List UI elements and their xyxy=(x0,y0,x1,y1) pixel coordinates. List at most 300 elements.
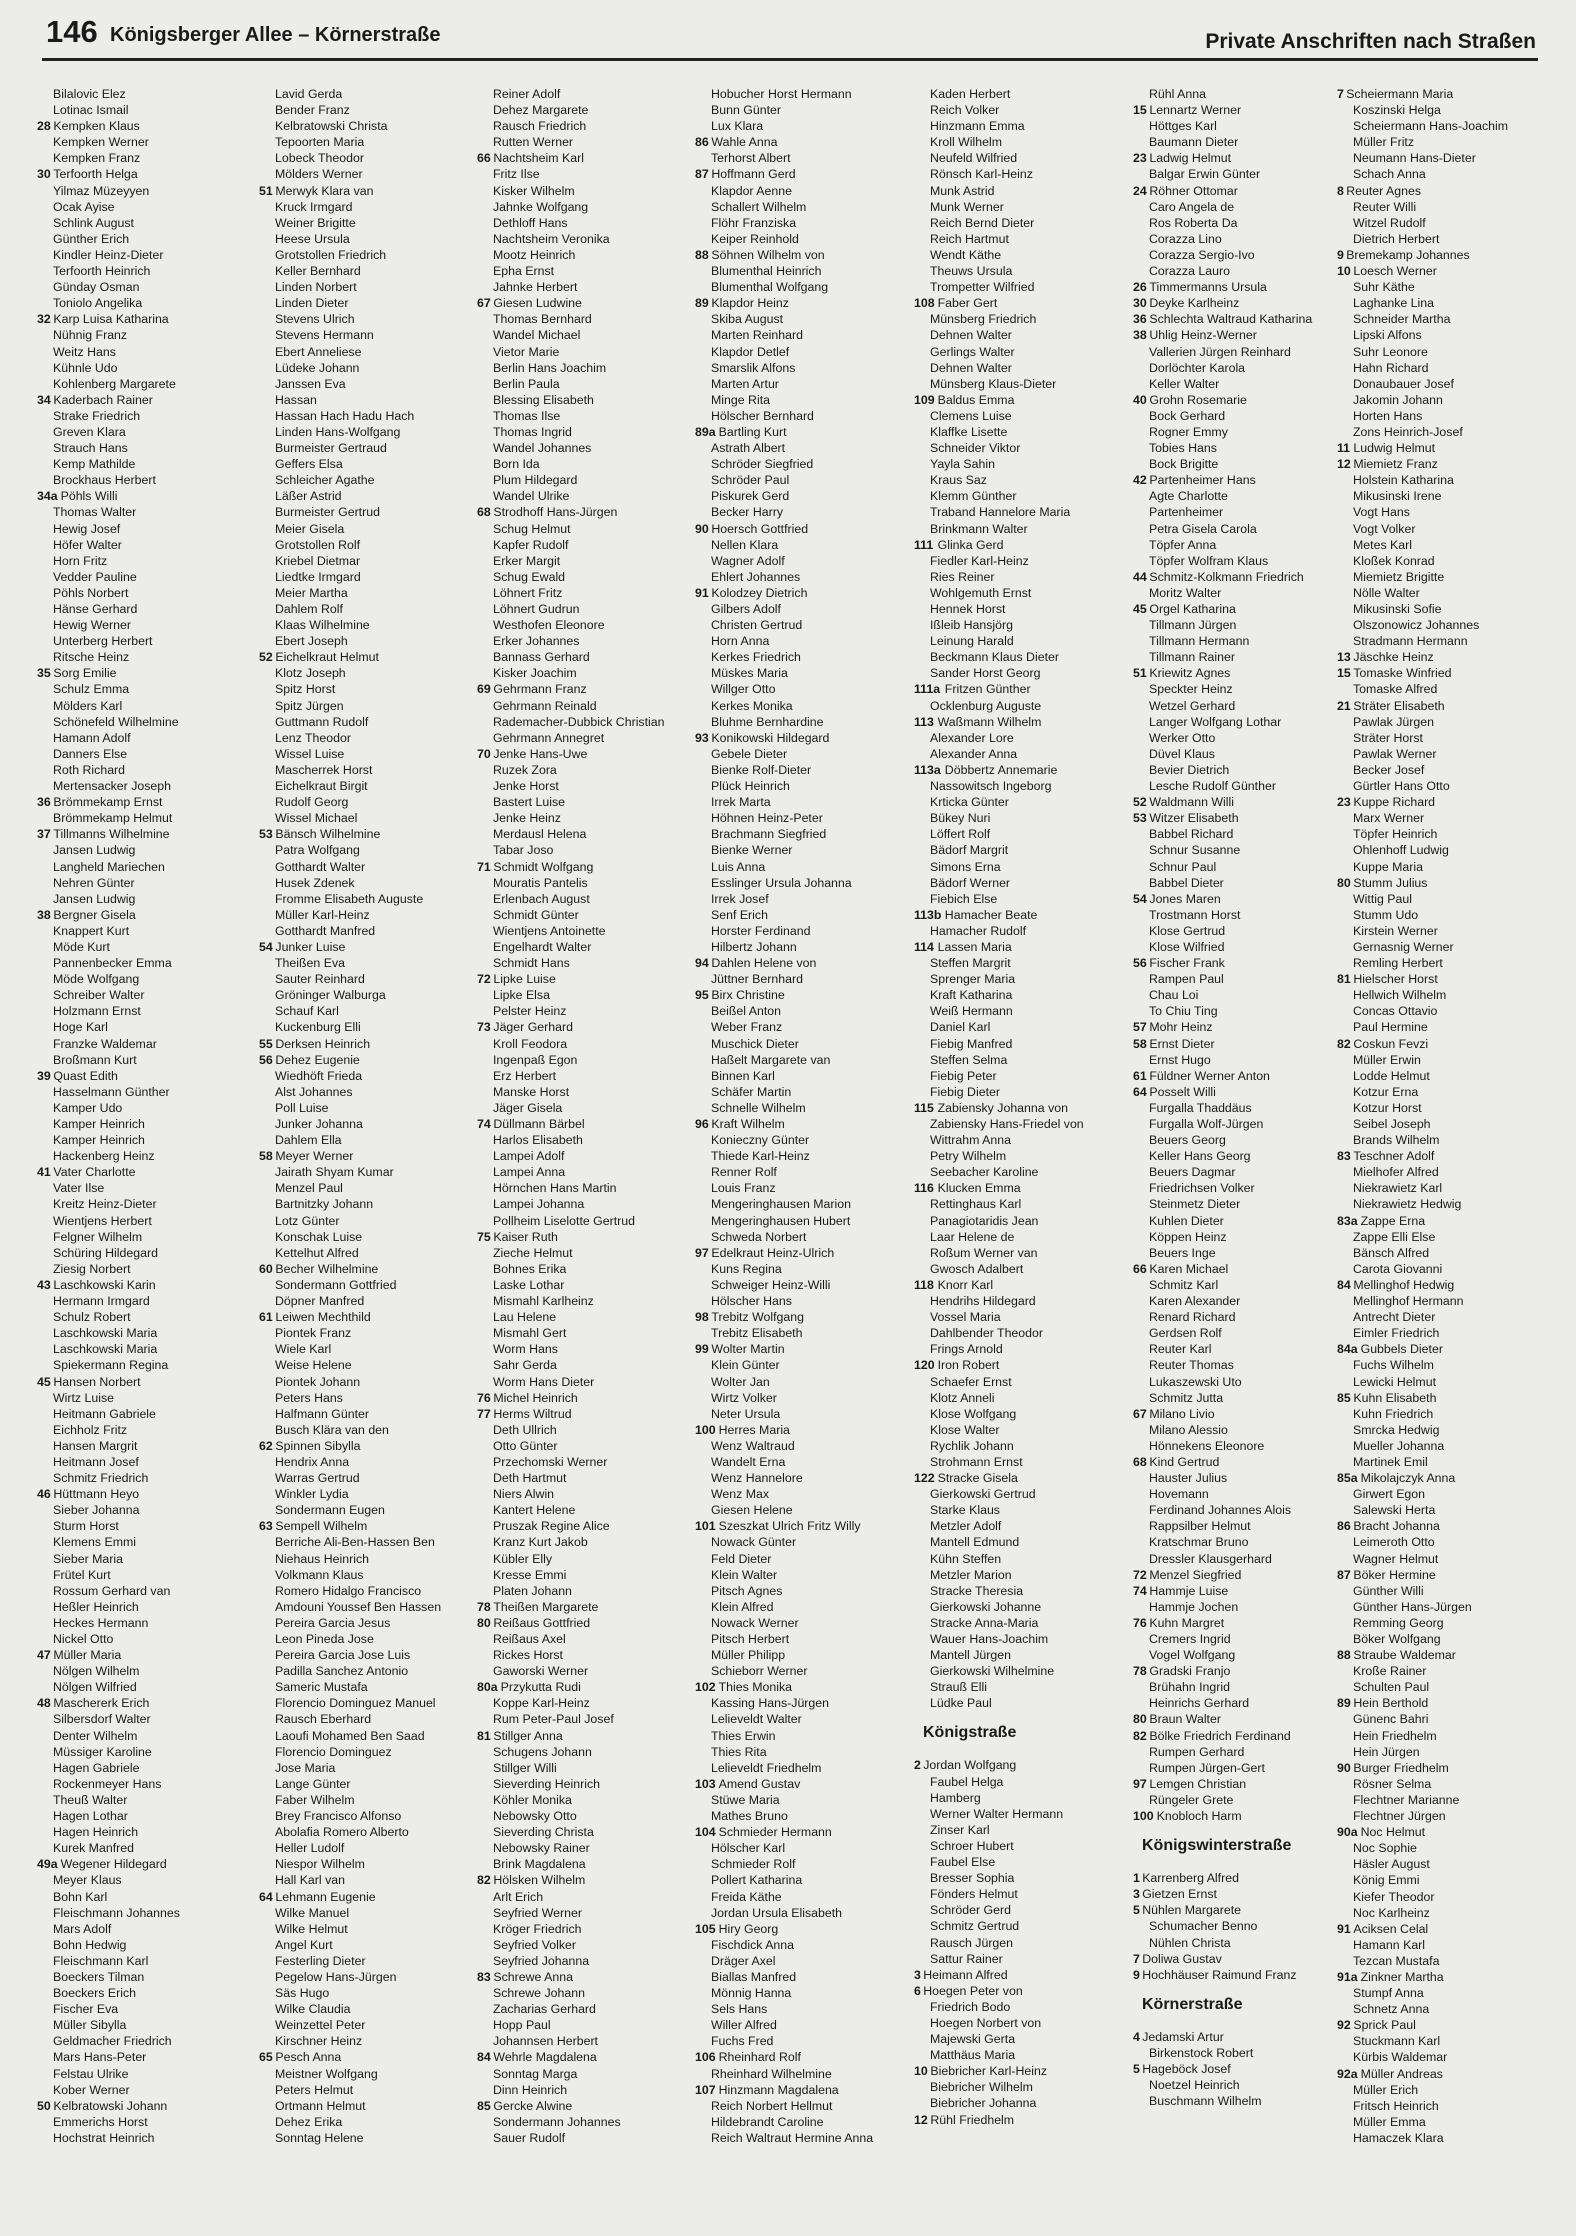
resident-name: Keller Hans Georg xyxy=(1149,1149,1251,1164)
directory-entry: 82 Coskun Fevzi xyxy=(1337,1036,1429,1051)
directory-entry: 7 Scheiermann Maria xyxy=(1337,87,1454,101)
directory-entry: 53 Witzer Elisabeth xyxy=(1133,811,1239,826)
directory-entry xyxy=(486,1856,698,1872)
resident-name: Scheiermann Maria xyxy=(1346,87,1454,101)
directory-entry xyxy=(923,1406,1135,1422)
directory-entry xyxy=(923,1390,1135,1406)
resident-name: Angel Kurt xyxy=(275,1937,333,1952)
resident-name: Ingenpaß Egon xyxy=(493,1052,578,1067)
resident-name: Renard Richard xyxy=(1149,1310,1236,1325)
resident-name: Deth Hartmut xyxy=(493,1471,567,1486)
directory-entry xyxy=(923,183,1135,199)
resident-name: Bohn Hedwig xyxy=(53,1937,127,1952)
directory-entry xyxy=(268,1325,480,1341)
directory-entry xyxy=(923,569,1135,585)
directory-entry xyxy=(1346,553,1558,569)
resident-name: Becker Harry xyxy=(711,505,784,520)
directory-entry xyxy=(923,891,1135,907)
resident-name: Birx Christine xyxy=(711,988,785,1003)
directory-entry xyxy=(704,681,916,697)
resident-name: Dräger Axel xyxy=(711,1953,776,1968)
resident-name: Fuchs Fred xyxy=(711,2034,774,2049)
resident-name: Heckes Hermann xyxy=(53,1615,149,1630)
directory-entry xyxy=(46,1905,258,1921)
resident-name: Kelbratowski Christa xyxy=(275,119,388,134)
resident-name: Nühnig Franz xyxy=(53,328,128,343)
directory-entry xyxy=(1346,601,1558,617)
directory-entry: 62 Spinnen Sibylla xyxy=(259,1438,361,1453)
resident-name: Horn Anna xyxy=(711,634,770,649)
directory-entry xyxy=(486,1164,698,1180)
resident-name: Schmieder Hermann xyxy=(718,1825,832,1840)
resident-name: Dahlbender Theodor xyxy=(930,1326,1044,1341)
resident-name: Posselt Willi xyxy=(1149,1084,1216,1099)
resident-name: Agte Charlotte xyxy=(1149,489,1228,504)
directory-entry xyxy=(923,1132,1135,1148)
directory-entry xyxy=(268,1776,480,1792)
directory-entry xyxy=(923,1036,1135,1052)
resident-name: Heitmann Josef xyxy=(53,1454,139,1469)
resident-name: Jairath Shyam Kumar xyxy=(275,1165,394,1180)
resident-name: Keller Bernhard xyxy=(275,264,361,279)
resident-name: Ludwig Helmut xyxy=(1353,441,1436,456)
resident-name: Nehren Günter xyxy=(53,875,135,890)
resident-name: Klaas Wilhelmine xyxy=(275,618,370,633)
resident-name: Lesche Rudolf Günther xyxy=(1149,779,1276,794)
resident-name: Hildebrandt Caroline xyxy=(711,2114,824,2129)
directory-entry xyxy=(268,1341,480,1357)
directory-entry xyxy=(1346,569,1558,585)
directory-entry xyxy=(1142,247,1354,263)
resident-name: Günther Hans-Jürgen xyxy=(1353,1599,1472,1614)
directory-entry xyxy=(704,311,916,327)
directory-entry xyxy=(46,1615,258,1631)
resident-name: Hewig Werner xyxy=(53,618,131,633)
directory-entry xyxy=(1346,1905,1558,1921)
directory-entry xyxy=(1346,859,1558,875)
directory-entry xyxy=(268,311,480,327)
resident-name: Bevier Dietrich xyxy=(1149,762,1230,777)
directory-entry xyxy=(1142,86,1354,102)
directory-entry xyxy=(1142,1052,1354,1068)
resident-name: Blessing Elisabeth xyxy=(493,392,594,407)
directory-entry xyxy=(1142,166,1354,182)
directory-entry xyxy=(486,1792,698,1808)
directory-entry xyxy=(268,521,480,537)
resident-name: Wagner Helmut xyxy=(1353,1551,1439,1566)
resident-name: Bienke Rolf-Dieter xyxy=(711,762,812,777)
resident-name: Kühnle Udo xyxy=(53,360,118,375)
directory-entry xyxy=(268,456,480,472)
resident-name: Kuns Regina xyxy=(711,1261,782,1276)
directory-entry: 32 Karp Luisa Katharina xyxy=(37,312,169,327)
directory-entry xyxy=(1142,1132,1354,1148)
resident-name: Konieczny Günter xyxy=(711,1133,810,1148)
directory-entry xyxy=(268,859,480,875)
directory-entry xyxy=(46,408,258,424)
resident-name: Koppe Karl-Heinz xyxy=(493,1696,590,1711)
directory-entry xyxy=(268,263,480,279)
resident-name: Krticka Günter xyxy=(930,795,1009,810)
directory-entry xyxy=(1142,1374,1354,1390)
directory-entry xyxy=(1142,1631,1354,1647)
directory-entry xyxy=(704,1036,916,1052)
resident-name: Schröder Paul xyxy=(711,473,790,488)
resident-name: Dethloff Hans xyxy=(493,215,568,230)
resident-name: Kaden Herbert xyxy=(930,87,1011,101)
resident-name: Pereira Garcia Jose Luis xyxy=(275,1648,411,1663)
resident-name: Hölsken Wilhelm xyxy=(493,1873,586,1888)
resident-name: Martinek Emil xyxy=(1353,1454,1428,1469)
directory-entry: 60 Becher Wilhelmine xyxy=(259,1261,379,1276)
resident-name: Kamper Heinrich xyxy=(53,1133,145,1148)
resident-name: Jordan Wolfgang xyxy=(923,1758,1017,1773)
resident-name: Bluhme Bernhardine xyxy=(711,714,824,729)
resident-name: Hoegen Peter von xyxy=(923,1983,1023,1998)
resident-name: Rampen Paul xyxy=(1149,972,1224,987)
directory-entry xyxy=(46,1921,258,1937)
resident-name: Tillmann Hermann xyxy=(1149,634,1250,649)
directory-entry xyxy=(923,1567,1135,1583)
resident-name: Miemietz Brigitte xyxy=(1353,569,1445,584)
resident-name: Zabiensky Hans-Friedel von xyxy=(930,1117,1084,1131)
resident-name: Döpner Manfred xyxy=(275,1294,365,1309)
directory-entry: 12 Miemietz Franz xyxy=(1337,457,1438,472)
resident-name: Klapdor Aenne xyxy=(711,183,792,198)
resident-name: Kisker Joachim xyxy=(493,666,577,681)
directory-entry xyxy=(486,327,698,343)
resident-name: Emmerichs Horst xyxy=(53,2114,148,2129)
resident-name: Strauch Hans xyxy=(53,441,128,456)
resident-name: Flöhr Franziska xyxy=(711,215,797,230)
directory-entry: 46 Hüttmann Heyo xyxy=(37,1487,140,1502)
resident-name: Pawlak Jürgen xyxy=(1353,714,1434,729)
directory-entry xyxy=(704,842,916,858)
resident-name: Pollert Katharina xyxy=(711,1873,803,1888)
directory-entry xyxy=(268,907,480,923)
resident-name: Heinrichs Gerhard xyxy=(1149,1696,1250,1711)
directory-entry xyxy=(704,118,916,134)
directory-entry: 13 Jäschke Heinz xyxy=(1337,650,1434,665)
resident-name: Furgalla Wolf-Jürgen xyxy=(1149,1117,1264,1131)
directory-entry xyxy=(1142,1470,1354,1486)
directory-entry xyxy=(923,842,1135,858)
directory-entry xyxy=(1142,842,1354,858)
resident-name: Waßmann Wilhelm xyxy=(937,714,1042,729)
resident-name: Fiebig Peter xyxy=(930,1068,997,1083)
directory-entry xyxy=(923,1454,1135,1470)
directory-entry xyxy=(486,521,698,537)
directory-entry xyxy=(704,665,916,681)
directory-entry: 113a Döbbertz Annemarie xyxy=(914,762,1058,777)
resident-name: Müssiger Karoline xyxy=(53,1744,152,1759)
directory-entry xyxy=(486,907,698,923)
resident-name: Pitsch Agnes xyxy=(711,1583,783,1598)
directory-entry xyxy=(704,1196,916,1212)
directory-entry xyxy=(1346,1293,1558,1309)
resident-name: Bracht Johanna xyxy=(1353,1519,1440,1534)
resident-name: Fritzen Günther xyxy=(944,682,1031,697)
directory-entry xyxy=(268,585,480,601)
resident-name: Jordan Ursula Elisabeth xyxy=(711,1905,843,1920)
directory-entry xyxy=(268,504,480,520)
resident-name: Klose Wilfried xyxy=(1149,939,1225,954)
directory-entry xyxy=(268,231,480,247)
resident-name: Kotzur Erna xyxy=(1353,1084,1419,1099)
resident-name: Pollheim Liselotte Gertrud xyxy=(493,1213,636,1228)
resident-name: Günday Osman xyxy=(53,280,140,295)
directory-entry xyxy=(1346,907,1558,923)
directory-entry xyxy=(923,1003,1135,1019)
resident-name: Dehez Erika xyxy=(275,2114,343,2129)
resident-name: Danners Else xyxy=(53,746,128,761)
directory-entry xyxy=(486,199,698,215)
resident-name: Rausch Jürgen xyxy=(930,1935,1014,1950)
directory-entry: 11 Ludwig Helmut xyxy=(1337,441,1436,456)
directory-entry xyxy=(46,1036,258,1052)
directory-entry xyxy=(486,488,698,504)
resident-name: Teschner Adolf xyxy=(1353,1149,1435,1164)
directory-entry xyxy=(923,923,1135,939)
directory-entry xyxy=(486,842,698,858)
resident-name: Remming Georg xyxy=(1353,1615,1444,1630)
resident-name: Pöhls Norbert xyxy=(53,585,129,600)
directory-entry xyxy=(923,1245,1135,1261)
resident-name: Pawlak Werner xyxy=(1353,746,1437,761)
directory-entry xyxy=(704,2033,916,2049)
resident-name: Bastert Luise xyxy=(493,795,566,810)
resident-name: Weiß Hermann xyxy=(930,1004,1013,1019)
directory-entry xyxy=(268,1985,480,2001)
directory-entry xyxy=(704,1019,916,1035)
resident-name: Bunn Günter xyxy=(711,103,781,118)
directory-entry: 84a Gubbels Dieter xyxy=(1337,1342,1443,1357)
directory-entry xyxy=(704,794,916,810)
directory-entry xyxy=(268,199,480,215)
resident-name: Jakomin Johann xyxy=(1353,392,1443,407)
directory-entry: 66 Karen Michael xyxy=(1133,1261,1229,1276)
directory-entry: 89 Hein Berthold xyxy=(1337,1696,1429,1711)
resident-name: Hovemann xyxy=(1149,1487,1209,1502)
resident-name: Biebricher Johanna xyxy=(930,2096,1037,2111)
directory-entry: 64 Posselt Willi xyxy=(1133,1084,1216,1099)
resident-name: Felgner Wilhelm xyxy=(53,1229,143,1244)
directory-entry xyxy=(486,118,698,134)
resident-name: Wirtz Luise xyxy=(53,1390,115,1405)
resident-name: Rumpen Jürgen-Gert xyxy=(1149,1760,1265,1775)
resident-name: Sauer Rudolf xyxy=(493,2130,566,2145)
directory-entry: 83 Schrewe Anna xyxy=(477,1969,573,1984)
directory-entry xyxy=(1346,2001,1558,2017)
resident-name: Faubel Helga xyxy=(930,1774,1004,1789)
resident-name: Niers Alwin xyxy=(493,1487,555,1502)
directory-entry xyxy=(1346,199,1558,215)
directory-entry xyxy=(268,746,480,762)
directory-entry xyxy=(704,1357,916,1373)
directory-entry xyxy=(1346,2130,1558,2146)
resident-name: Lipski Alfons xyxy=(1353,328,1422,343)
resident-name: Höttges Karl xyxy=(1149,119,1217,134)
directory-entry xyxy=(1142,617,1354,633)
directory-entry xyxy=(704,488,916,504)
directory-entry: 120 Iron Robert xyxy=(914,1358,1000,1373)
directory-entry xyxy=(704,1068,916,1084)
directory-entry xyxy=(923,376,1135,392)
directory-entry: 113 Waßmann Wilhelm xyxy=(914,714,1042,729)
directory-entry xyxy=(268,1792,480,1808)
resident-name: Müller Maria xyxy=(53,1648,122,1663)
directory-entry xyxy=(486,102,698,118)
directory-entry xyxy=(268,215,480,231)
resident-name: Bädorf Werner xyxy=(930,875,1011,890)
resident-name: Mantell Jürgen xyxy=(930,1648,1011,1663)
directory-entry xyxy=(1346,585,1558,601)
directory-entry xyxy=(46,1084,258,1100)
directory-entry: 101 Szeszkat Ulrich Fritz Willy xyxy=(695,1519,861,1534)
directory-entry xyxy=(1346,1728,1558,1744)
resident-name: Hochhäuser Raimund Franz xyxy=(1142,1967,1297,1982)
directory-entry xyxy=(46,1599,258,1615)
resident-name: Piskurek Gerd xyxy=(711,489,790,504)
resident-name: Zabiensky Johanna von xyxy=(937,1100,1068,1115)
resident-name: Rausch Friedrich xyxy=(493,119,587,134)
resident-name: Lotinac Ismail xyxy=(53,103,129,118)
resident-name: Kuhn Margret xyxy=(1149,1615,1225,1630)
directory-entry xyxy=(923,1902,1135,1918)
directory-entry xyxy=(46,971,258,987)
resident-name: Weber Franz xyxy=(711,1020,783,1035)
resident-name: Schnur Paul xyxy=(1149,859,1217,874)
resident-name: Ebert Anneliese xyxy=(275,344,362,359)
directory-entry xyxy=(923,1886,1135,1902)
resident-name: Hellwich Wilhelm xyxy=(1353,988,1447,1003)
resident-name: Worm Hans xyxy=(493,1342,558,1357)
directory-entry xyxy=(46,504,258,520)
directory-entry xyxy=(923,1374,1135,1390)
directory-entry: 36 Brömmekamp Ernst xyxy=(37,795,163,810)
directory-entry xyxy=(1142,907,1354,923)
resident-name: Alexander Lore xyxy=(930,730,1014,745)
directory-entry xyxy=(704,1454,916,1470)
directory-entry xyxy=(46,955,258,971)
section-title: Private Anschriften nach Straßen xyxy=(1205,30,1536,53)
resident-name: Hein Berthold xyxy=(1353,1696,1429,1711)
directory-entry: 85a Mikolajczyk Anna xyxy=(1337,1471,1456,1486)
directory-entry xyxy=(486,183,698,199)
directory-entry xyxy=(46,1341,258,1357)
directory-entry: 84 Mellinghof Hedwig xyxy=(1337,1277,1455,1292)
resident-name: Löhnert Gudrun xyxy=(493,602,580,616)
resident-name: Gercke Alwine xyxy=(493,2098,573,2113)
resident-name: Haßelt Margarete van xyxy=(711,1052,831,1067)
resident-name: Patra Wolfgang xyxy=(275,843,360,858)
directory-entry xyxy=(268,1293,480,1309)
directory-entry xyxy=(704,601,916,617)
directory-entry xyxy=(46,730,258,746)
directory-entry xyxy=(704,2066,916,2082)
directory-entry: 122 Stracke Gisela xyxy=(914,1471,1018,1486)
directory-entry xyxy=(1346,1438,1558,1454)
resident-name: Hansen Norbert xyxy=(53,1374,141,1389)
resident-name: Beuers Inge xyxy=(1149,1245,1216,1260)
directory-entry xyxy=(486,1905,698,1921)
resident-name: Kruck Irmgard xyxy=(275,199,353,214)
resident-name: Stevens Hermann xyxy=(275,328,374,343)
resident-name: Stumpf Anna xyxy=(1353,1986,1424,2001)
resident-name: Majewski Gerta xyxy=(930,2032,1016,2047)
directory-entry xyxy=(486,392,698,408)
directory-entry xyxy=(923,1615,1135,1631)
directory-entry xyxy=(704,1052,916,1068)
directory-entry xyxy=(486,1148,698,1164)
directory-entry xyxy=(704,2017,916,2033)
directory-entry xyxy=(1142,1695,1354,1711)
resident-name: Müller Erich xyxy=(1353,2082,1419,2097)
resident-name: Rheinhard Rolf xyxy=(718,2050,801,2065)
directory-entry: 61 Leiwen Mechthild xyxy=(259,1310,371,1325)
directory-entry xyxy=(46,231,258,247)
directory-entry xyxy=(923,150,1135,166)
directory-entry xyxy=(1142,1486,1354,1502)
resident-name: Babbel Dieter xyxy=(1149,875,1224,890)
resident-name: Terfoorth Helga xyxy=(53,167,138,182)
resident-name: Kelbratowski Johann xyxy=(53,2098,168,2113)
resident-name: Wetzel Gerhard xyxy=(1149,698,1236,713)
resident-name: Trompetter Wilfried xyxy=(930,280,1035,295)
resident-name: Alst Johannes xyxy=(275,1084,353,1099)
directory-entry xyxy=(1346,1261,1558,1277)
resident-name: To Chiu Ting xyxy=(1149,1004,1218,1019)
resident-name: Beuers Dagmar xyxy=(1149,1165,1236,1180)
resident-name: Langheld Mariechen xyxy=(53,859,165,874)
resident-name: Hagen Lothar xyxy=(53,1809,128,1824)
directory-entry xyxy=(1346,1084,1558,1100)
resident-name: Wegener Hildegard xyxy=(60,1857,167,1872)
resident-name: Heßler Heinrich xyxy=(53,1599,139,1614)
resident-name: Gerlings Walter xyxy=(930,344,1015,359)
directory-column xyxy=(914,86,1135,2128)
directory-entry xyxy=(1346,424,1558,440)
resident-name: Coskun Fevzi xyxy=(1353,1036,1429,1051)
resident-name: Schweda Norbert xyxy=(711,1229,807,1244)
directory-entry xyxy=(46,1100,258,1116)
directory-entry xyxy=(1142,1180,1354,1196)
resident-name: Rudolf Georg xyxy=(275,795,349,810)
directory-entry xyxy=(923,778,1135,794)
directory-entry xyxy=(268,617,480,633)
directory-entry xyxy=(923,810,1135,826)
directory-entry xyxy=(268,762,480,778)
resident-name: Michel Heinrich xyxy=(493,1390,578,1405)
directory-entry: 106 Rheinhard Rolf xyxy=(695,2050,801,2065)
directory-entry: 34a Pöhls Willi xyxy=(37,489,118,504)
resident-name: Klein Walter xyxy=(711,1567,778,1582)
resident-name: Günther Erich xyxy=(53,231,130,246)
directory-entry xyxy=(46,327,258,343)
directory-entry: 51 Kriewitz Agnes xyxy=(1133,666,1231,681)
resident-name: Mohr Heinz xyxy=(1149,1020,1213,1035)
resident-name: Hewig Josef xyxy=(53,521,121,536)
resident-name: Winkler Lydia xyxy=(275,1487,349,1502)
directory-entry xyxy=(1346,1953,1558,1969)
directory-entry xyxy=(704,698,916,714)
resident-name: Stillger Anna xyxy=(493,1728,563,1743)
directory-entry xyxy=(268,488,480,504)
directory-entry: 30 Terfoorth Helga xyxy=(37,167,138,182)
directory-entry xyxy=(486,1631,698,1647)
resident-name: Kerkes Friedrich xyxy=(711,650,801,665)
resident-name: Esslinger Ursula Johanna xyxy=(711,875,852,890)
